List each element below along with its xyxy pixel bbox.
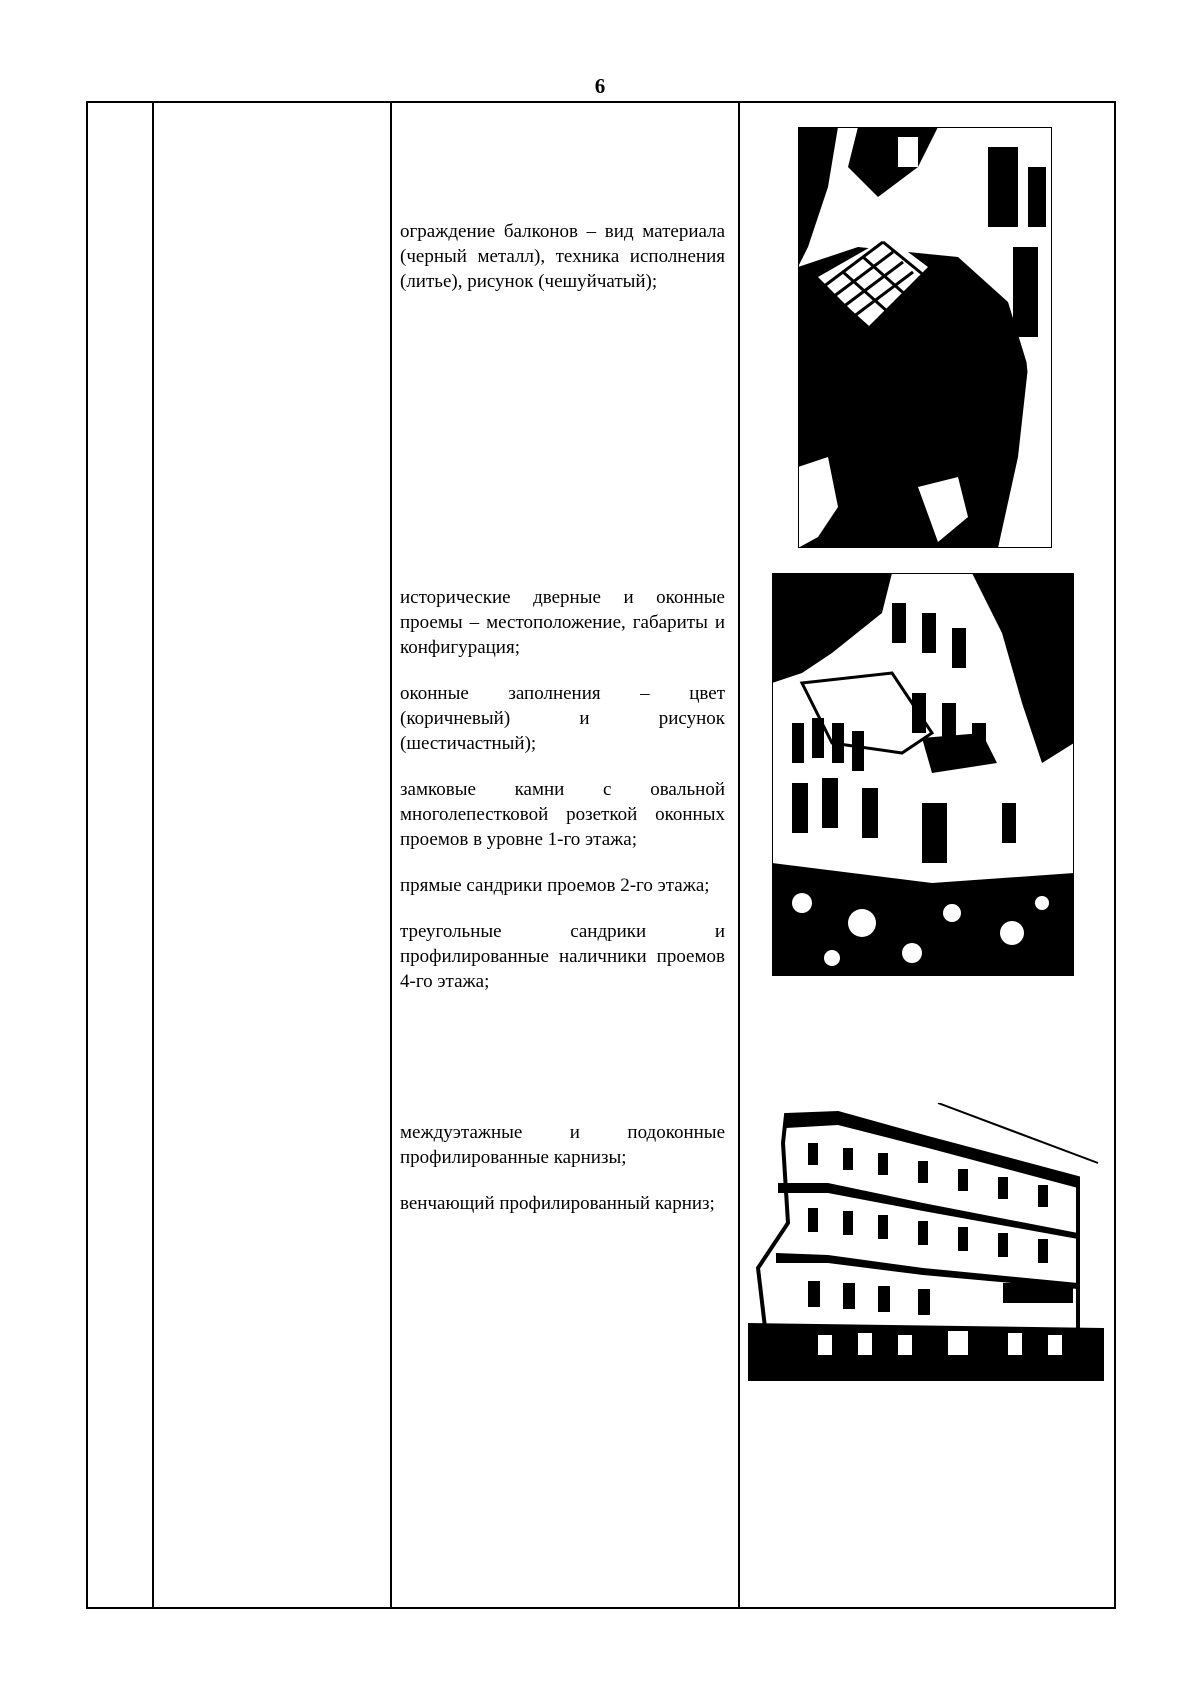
list-item: ограждение балконов – вид материала (черный металл), техника исполнения (литье), рисунок (чешуйчатый); <box>400 221 725 292</box>
row-2-description <box>400 585 725 1015</box>
row-1-description <box>400 219 725 315</box>
list-item: треугольные сандрики и профилированные наличники проемов 4-го этажа; <box>400 921 725 992</box>
list-item: венчающий профилированный карниз; <box>400 1193 715 1214</box>
list-item: прямые сандрики проемов 2-го этажа; <box>400 875 710 896</box>
column-divider <box>152 103 154 1607</box>
facade-street-photo <box>772 573 1074 976</box>
building-corner-photo <box>748 1103 1104 1381</box>
list-item: исторические дверные и оконные проемы – местоположение, габариты и конфигурация; <box>400 587 725 658</box>
page-number: 6 <box>594 74 606 98</box>
column-divider <box>738 103 740 1607</box>
row-3-description <box>400 1120 725 1237</box>
list-item: замковые камни с овальной многолепестковой розеткой оконных проемов в уровне 1-го этажа; <box>400 779 725 850</box>
column-divider <box>390 103 392 1607</box>
list-item: междуэтажные и подоконные профилированные карнизы; <box>400 1122 725 1168</box>
list-item: оконные заполнения – цвет (коричневый) и рисунок (шестичастный); <box>400 683 725 754</box>
balcony-photo <box>798 127 1052 548</box>
